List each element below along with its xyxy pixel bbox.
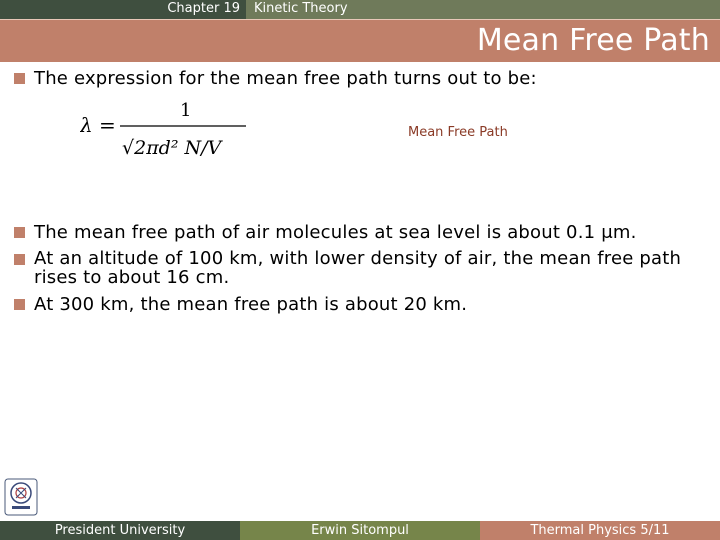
bullet-text: The mean free path of air molecules at sea level is about 0.1 μm.: [34, 222, 637, 243]
bullet-square-icon: [14, 227, 25, 238]
formula-numerator: 1: [180, 100, 192, 121]
formula-denominator: √2πd² N/V: [122, 137, 222, 159]
bullet-square-icon: [14, 73, 25, 84]
formula-caption: Mean Free Path: [408, 125, 508, 140]
footer-author: Erwin Sitompul: [240, 521, 480, 540]
university-logo-icon: [4, 478, 38, 516]
topic-label: Kinetic Theory: [246, 0, 720, 19]
bullet-text: At an altitude of 100 km, with lower density of air, the mean free path rises to about 16 cm.: [34, 248, 682, 288]
mean-free-path-formula: [80, 96, 250, 162]
top-bar: [0, 0, 720, 19]
formula-lhs: λ =: [80, 113, 116, 137]
slide-title: Mean Free Path: [476, 23, 710, 58]
bullet-text: At 300 km, the mean free path is about 20 km.: [34, 294, 468, 315]
footer-course-page: Thermal Physics 5/11: [480, 521, 720, 540]
bullet-text: The expression for the mean free path turns out to be:: [34, 68, 537, 89]
chapter-label: Chapter 19: [0, 0, 246, 19]
footer-bar: [0, 521, 720, 540]
bullet-square-icon: [14, 254, 25, 265]
footer-institution: President University: [0, 521, 240, 540]
bullet-square-icon: [14, 299, 25, 310]
